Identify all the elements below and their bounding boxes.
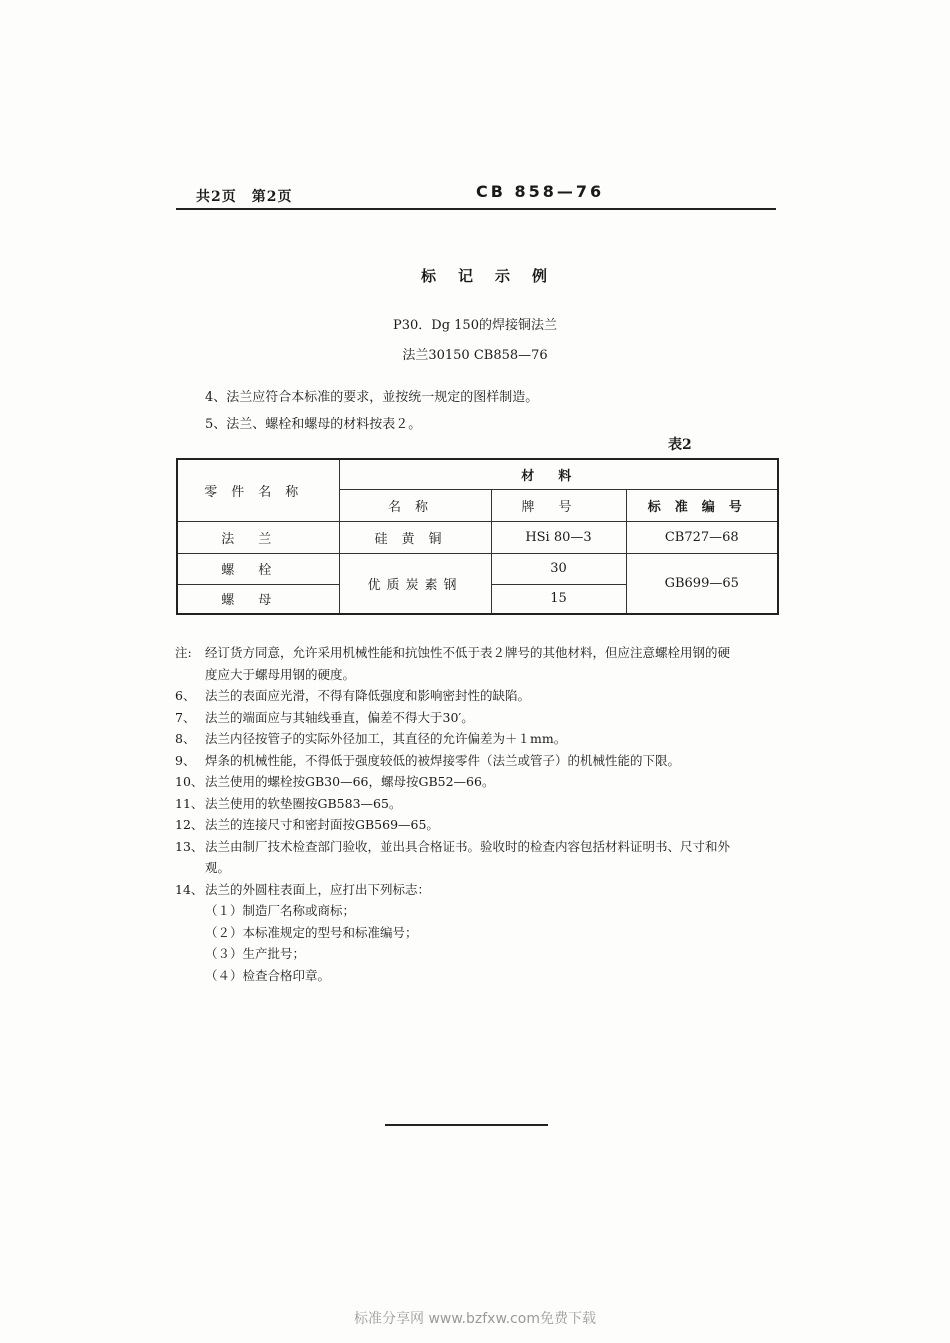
cell-material: 优质炭素钢 xyxy=(339,553,491,614)
standard-code: CB 858—76 xyxy=(476,182,605,201)
cell-grade: HSi 80—3 xyxy=(491,521,626,553)
header-part-name: 零件名称 xyxy=(177,459,339,521)
list-item xyxy=(175,771,785,793)
item-number: 10、 xyxy=(175,774,204,789)
item-text: 法兰使用的软垫圈按GB583—65。 xyxy=(205,795,402,811)
clause-5: 5、法兰、螺栓和螺母的材料按表２。 xyxy=(205,417,422,432)
watermark: 标准分享网 www.bzfxw.com免费下载 xyxy=(354,1311,596,1327)
item-text: 法兰的外圆柱表面上，应打出下列标志： xyxy=(205,881,431,897)
list-item xyxy=(175,814,785,836)
header-divider xyxy=(176,208,776,210)
item-number: 6、 xyxy=(175,688,196,703)
list-item xyxy=(175,793,785,815)
item-text: 法兰的连接尺寸和密封面按GB569—65。 xyxy=(205,817,439,832)
cell-grade: 15 xyxy=(491,584,626,614)
header-material: 材料 xyxy=(339,459,778,489)
item-text-cont: 观。 xyxy=(205,860,231,875)
list-item xyxy=(175,836,785,858)
cell-part: 螺栓 xyxy=(177,553,339,584)
end-divider xyxy=(385,1124,548,1126)
item-number: 12、 xyxy=(175,817,204,832)
materials-table xyxy=(176,458,779,615)
item-text: 法兰的端面应与其轴线垂直，偏差不得大于30′。 xyxy=(205,709,474,725)
section-title: 标记示例 xyxy=(420,267,569,285)
item-number: 7、 xyxy=(175,709,196,725)
item-number: 11、 xyxy=(175,795,204,811)
list-item xyxy=(175,707,785,729)
page-count-label: 共2页 第2页 xyxy=(196,189,293,205)
item-text: 法兰使用的螺栓按GB30—66，螺母按GB52—66。 xyxy=(205,774,495,789)
clause-4: 4、法兰应符合本标准的要求，並按统一规定的图样制造。 xyxy=(205,390,539,405)
sub-item: （３）生产批号； xyxy=(205,946,306,961)
item-text: 法兰由制厂技术检查部门验收，並出具合格证书。验收时的检查内容包括材料证明书、尺寸和外 xyxy=(205,838,731,854)
list-item xyxy=(175,750,785,772)
item-number: 9、 xyxy=(175,752,196,768)
cell-part: 法兰 xyxy=(177,521,339,553)
list-item xyxy=(175,728,785,750)
table-row xyxy=(177,521,778,553)
sub-item: （４）检查合格印章。 xyxy=(205,967,331,983)
note-text: 经订货方同意，允许采用机械性能和抗蚀性不低于表２牌号的其他材料，但应注意螺栓用钢的硬 xyxy=(205,645,731,660)
item-text: 法兰的表面应光滑，不得有降低强度和影响密封性的缺陷。 xyxy=(205,688,531,703)
header-standard-no: 标准编号 xyxy=(626,489,778,521)
note-text-cont: 度应大于螺母用钢的硬度。 xyxy=(205,666,356,682)
header-material-name: 名称 xyxy=(339,489,491,521)
cell-standard: CB727—68 xyxy=(626,521,778,553)
item-text: 法兰内径按管子的实际外径加工，其直径的允许偏差为＋１mm。 xyxy=(205,731,567,746)
clauses-list xyxy=(175,642,785,986)
item-number: 14、 xyxy=(175,881,204,897)
example-line-1: P30．Dg 150的焊接铜法兰 xyxy=(393,318,557,333)
sub-item: （１）制造厂名称或商标； xyxy=(205,903,356,918)
list-item xyxy=(175,879,785,901)
table-caption: 表2 xyxy=(668,437,692,453)
cell-grade: 30 xyxy=(491,553,626,584)
header-grade: 牌号 xyxy=(491,489,626,521)
cell-material: 硅黄铜 xyxy=(339,521,491,553)
note-label: 注: xyxy=(175,645,192,660)
note xyxy=(175,642,785,664)
table-row xyxy=(177,553,778,584)
item-number: 13、 xyxy=(175,838,204,854)
list-item xyxy=(175,685,785,707)
cell-part: 螺母 xyxy=(177,584,339,614)
item-number: 8、 xyxy=(175,731,196,746)
item-text: 焊条的机械性能，不得低于强度较低的被焊接零件（法兰或管子）的机械性能的下限。 xyxy=(205,752,681,768)
cell-standard: GB699—65 xyxy=(626,553,778,614)
example-line-2: 法兰30150 CB858—76 xyxy=(402,348,548,363)
sub-item: （２）本标准规定的型号和标准编号； xyxy=(205,924,418,940)
